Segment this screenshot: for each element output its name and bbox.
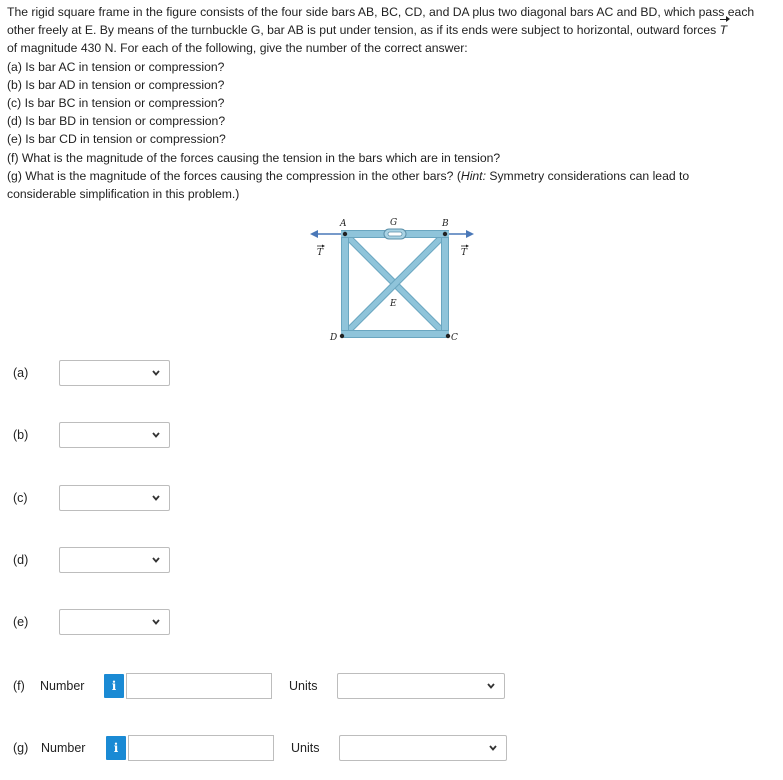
units-dropdown-g[interactable] bbox=[339, 735, 507, 761]
label-g: G bbox=[390, 218, 398, 228]
problem-line-2: other freely at E. By means of the turnbuckle G, bar AB is put under tension, as if its ends were subject to horizontal, outward forces T bbox=[7, 21, 777, 39]
point-a bbox=[343, 232, 347, 236]
question-b: (b) Is bar AD in tension or compression? bbox=[7, 77, 225, 92]
point-b bbox=[443, 232, 447, 236]
label-e: E bbox=[390, 299, 397, 309]
question-c: (c) Is bar BC in tension or compression? bbox=[7, 96, 225, 111]
point-d bbox=[340, 334, 344, 338]
answer-label-d: (d) bbox=[13, 553, 29, 567]
label-c: C bbox=[451, 333, 458, 343]
number-label-f: Number bbox=[40, 679, 85, 693]
answer-label-a: (a) bbox=[13, 366, 29, 380]
label-t-left: T bbox=[317, 248, 324, 258]
answer-dropdown-c[interactable] bbox=[59, 485, 170, 511]
answer-label-g: (g) bbox=[13, 741, 29, 755]
info-icon[interactable]: i bbox=[104, 674, 124, 698]
problem-line-last: considerable simplification in this problem.) bbox=[7, 187, 240, 202]
chevron-down-icon bbox=[488, 743, 498, 753]
right-force-arrow bbox=[466, 230, 474, 238]
answer-label-e: (e) bbox=[13, 615, 29, 629]
answer-dropdown-b[interactable] bbox=[59, 422, 170, 448]
units-dropdown-f[interactable] bbox=[337, 673, 505, 699]
chevron-down-icon bbox=[151, 368, 161, 378]
question-g: (g) What is the magnitude of the forces causing the compression in the other bars? (Hint: Symmetry considerations can lead to bbox=[7, 168, 690, 183]
number-input-f[interactable] bbox=[126, 673, 272, 699]
chevron-down-icon bbox=[151, 555, 161, 565]
answer-dropdown-d[interactable] bbox=[59, 547, 170, 573]
problem-line-3: of magnitude 430 N. For each of the following, give the number of the correct answer: bbox=[7, 41, 468, 56]
problem-statement bbox=[7, 3, 777, 203]
answer-label-f: (f) bbox=[13, 679, 25, 693]
label-b: B bbox=[442, 219, 449, 229]
answer-dropdown-a[interactable] bbox=[59, 360, 170, 386]
chevron-down-icon bbox=[151, 430, 161, 440]
question-f: (f) What is the magnitude of the forces causing the tension in the bars which are in tension? bbox=[7, 150, 501, 165]
label-t-right: T bbox=[461, 248, 468, 258]
frame-figure bbox=[308, 214, 478, 344]
point-c bbox=[446, 334, 450, 338]
number-label-g: Number bbox=[41, 741, 86, 755]
chevron-down-icon bbox=[151, 617, 161, 627]
label-a: A bbox=[340, 219, 347, 229]
units-label-g: Units bbox=[291, 741, 320, 755]
left-force-arrow bbox=[310, 230, 318, 238]
number-input-g[interactable] bbox=[128, 735, 274, 761]
units-label-f: Units bbox=[289, 679, 318, 693]
question-e: (e) Is bar CD in tension or compression? bbox=[7, 132, 226, 147]
answer-dropdown-e[interactable] bbox=[59, 609, 170, 635]
force-vector-symbol: T bbox=[720, 21, 727, 39]
answer-label-c: (c) bbox=[13, 491, 28, 505]
question-d: (d) Is bar BD in tension or compression? bbox=[7, 114, 226, 129]
info-icon[interactable]: i bbox=[106, 736, 126, 760]
question-a: (a) Is bar AC in tension or compression? bbox=[7, 59, 225, 74]
hint-label: Hint: bbox=[460, 168, 486, 183]
answer-label-b: (b) bbox=[13, 428, 29, 442]
label-d: D bbox=[330, 333, 338, 343]
chevron-down-icon bbox=[486, 681, 496, 691]
problem-line-1: The rigid square frame in the figure consists of the four side bars AB, BC, CD, and DA plus two diagonal bars AC and BD, which pass each bbox=[7, 5, 755, 19]
chevron-down-icon bbox=[151, 493, 161, 503]
